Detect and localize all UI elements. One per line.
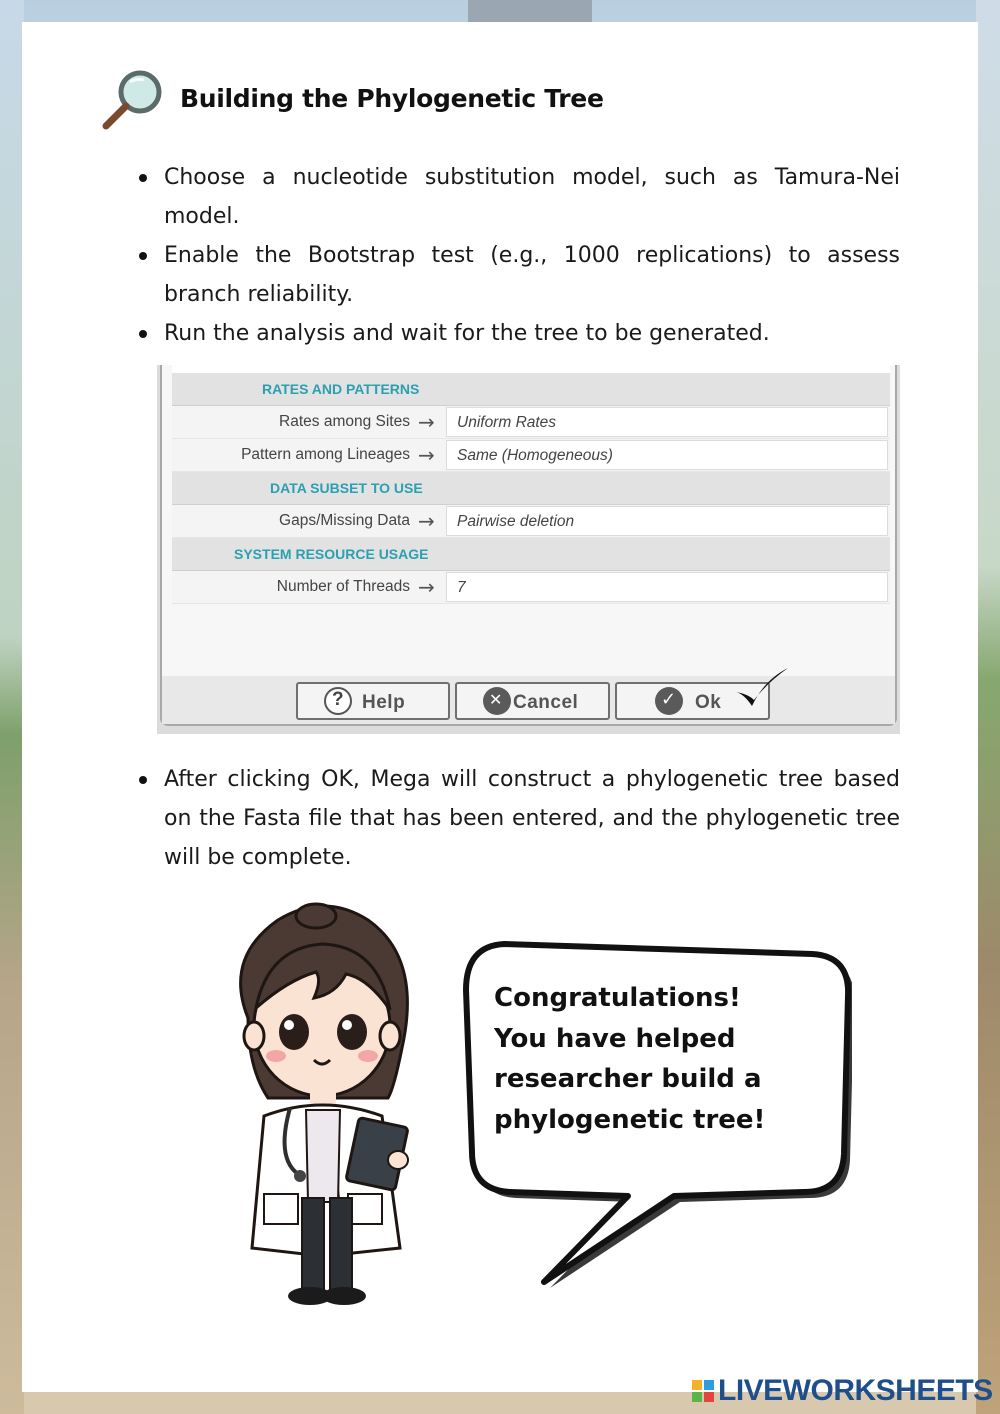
section-header-rates: RATES AND PATTERNS — [172, 373, 890, 406]
option-value-field[interactable]: Pairwise deletion — [446, 506, 888, 536]
background-left-edge — [0, 0, 24, 1414]
checkmark-icon — [734, 666, 790, 712]
option-label: Pattern among Lineages — [241, 446, 410, 463]
option-row-rates-among-sites[interactable] — [172, 406, 890, 439]
checkmark-circle-icon — [655, 687, 683, 715]
arrow-right-icon: → — [418, 509, 435, 533]
speech-bubble-text: Congratulations! You have helped researcher build a phylogenetic tree! — [494, 983, 766, 1135]
list-item: After clicking OK, Mega will construct a phylogenetic tree based on the Fasta file that has been entered, and the phylogenetic tree will be complete. — [134, 760, 900, 877]
option-value-field[interactable]: 7 — [446, 572, 888, 602]
arrow-right-icon: → — [418, 443, 435, 467]
brand-name: LIVEWORKSHEETS — [718, 1374, 993, 1407]
option-row-gaps-missing-data[interactable] — [172, 505, 890, 538]
result-list — [134, 760, 900, 877]
liveworksheets-logo[interactable] — [690, 1374, 993, 1407]
researcher-character-illustration — [218, 898, 430, 1308]
list-item: Run the analysis and wait for the tree to be generated. — [134, 314, 900, 353]
arrow-right-icon: → — [418, 575, 435, 599]
background-pole — [468, 0, 592, 22]
section-heading — [100, 68, 900, 134]
list-item: Enable the Bootstrap test (e.g., 1000 replications) to assess branch reliability. — [134, 236, 900, 314]
magnifier-icon — [100, 68, 166, 134]
option-label: Rates among Sites — [279, 413, 410, 430]
option-row-number-of-threads[interactable] — [172, 571, 890, 604]
background-right-edge — [976, 0, 1000, 1414]
worksheet-page — [22, 22, 978, 1392]
cancel-icon — [483, 687, 511, 715]
list-item: Choose a nucleotide substitution model, such as Tamura-Nei model. — [134, 158, 900, 236]
option-label: Number of Threads — [276, 578, 410, 595]
cancel-button[interactable]: ✕ Cancel — [455, 682, 610, 720]
option-value-field[interactable]: Uniform Rates — [446, 407, 888, 437]
ok-button[interactable]: ✓ Ok — [615, 682, 770, 720]
logo-mark-icon — [692, 1380, 716, 1402]
instruction-list — [134, 158, 900, 353]
page-title: Building the Phylogenetic Tree — [180, 84, 604, 113]
help-icon — [324, 687, 352, 715]
section-header-system-resource: SYSTEM RESOURCE USAGE — [172, 538, 890, 571]
arrow-right-icon: → — [418, 410, 435, 434]
option-value-field[interactable]: Same (Homogeneous) — [446, 440, 888, 470]
option-row-pattern-among-lineages[interactable] — [172, 439, 890, 472]
help-button[interactable]: ? Help — [296, 682, 450, 720]
options-table — [172, 373, 890, 604]
section-header-data-subset: DATA SUBSET TO USE — [172, 472, 890, 505]
option-label: Gaps/Missing Data — [279, 512, 410, 529]
